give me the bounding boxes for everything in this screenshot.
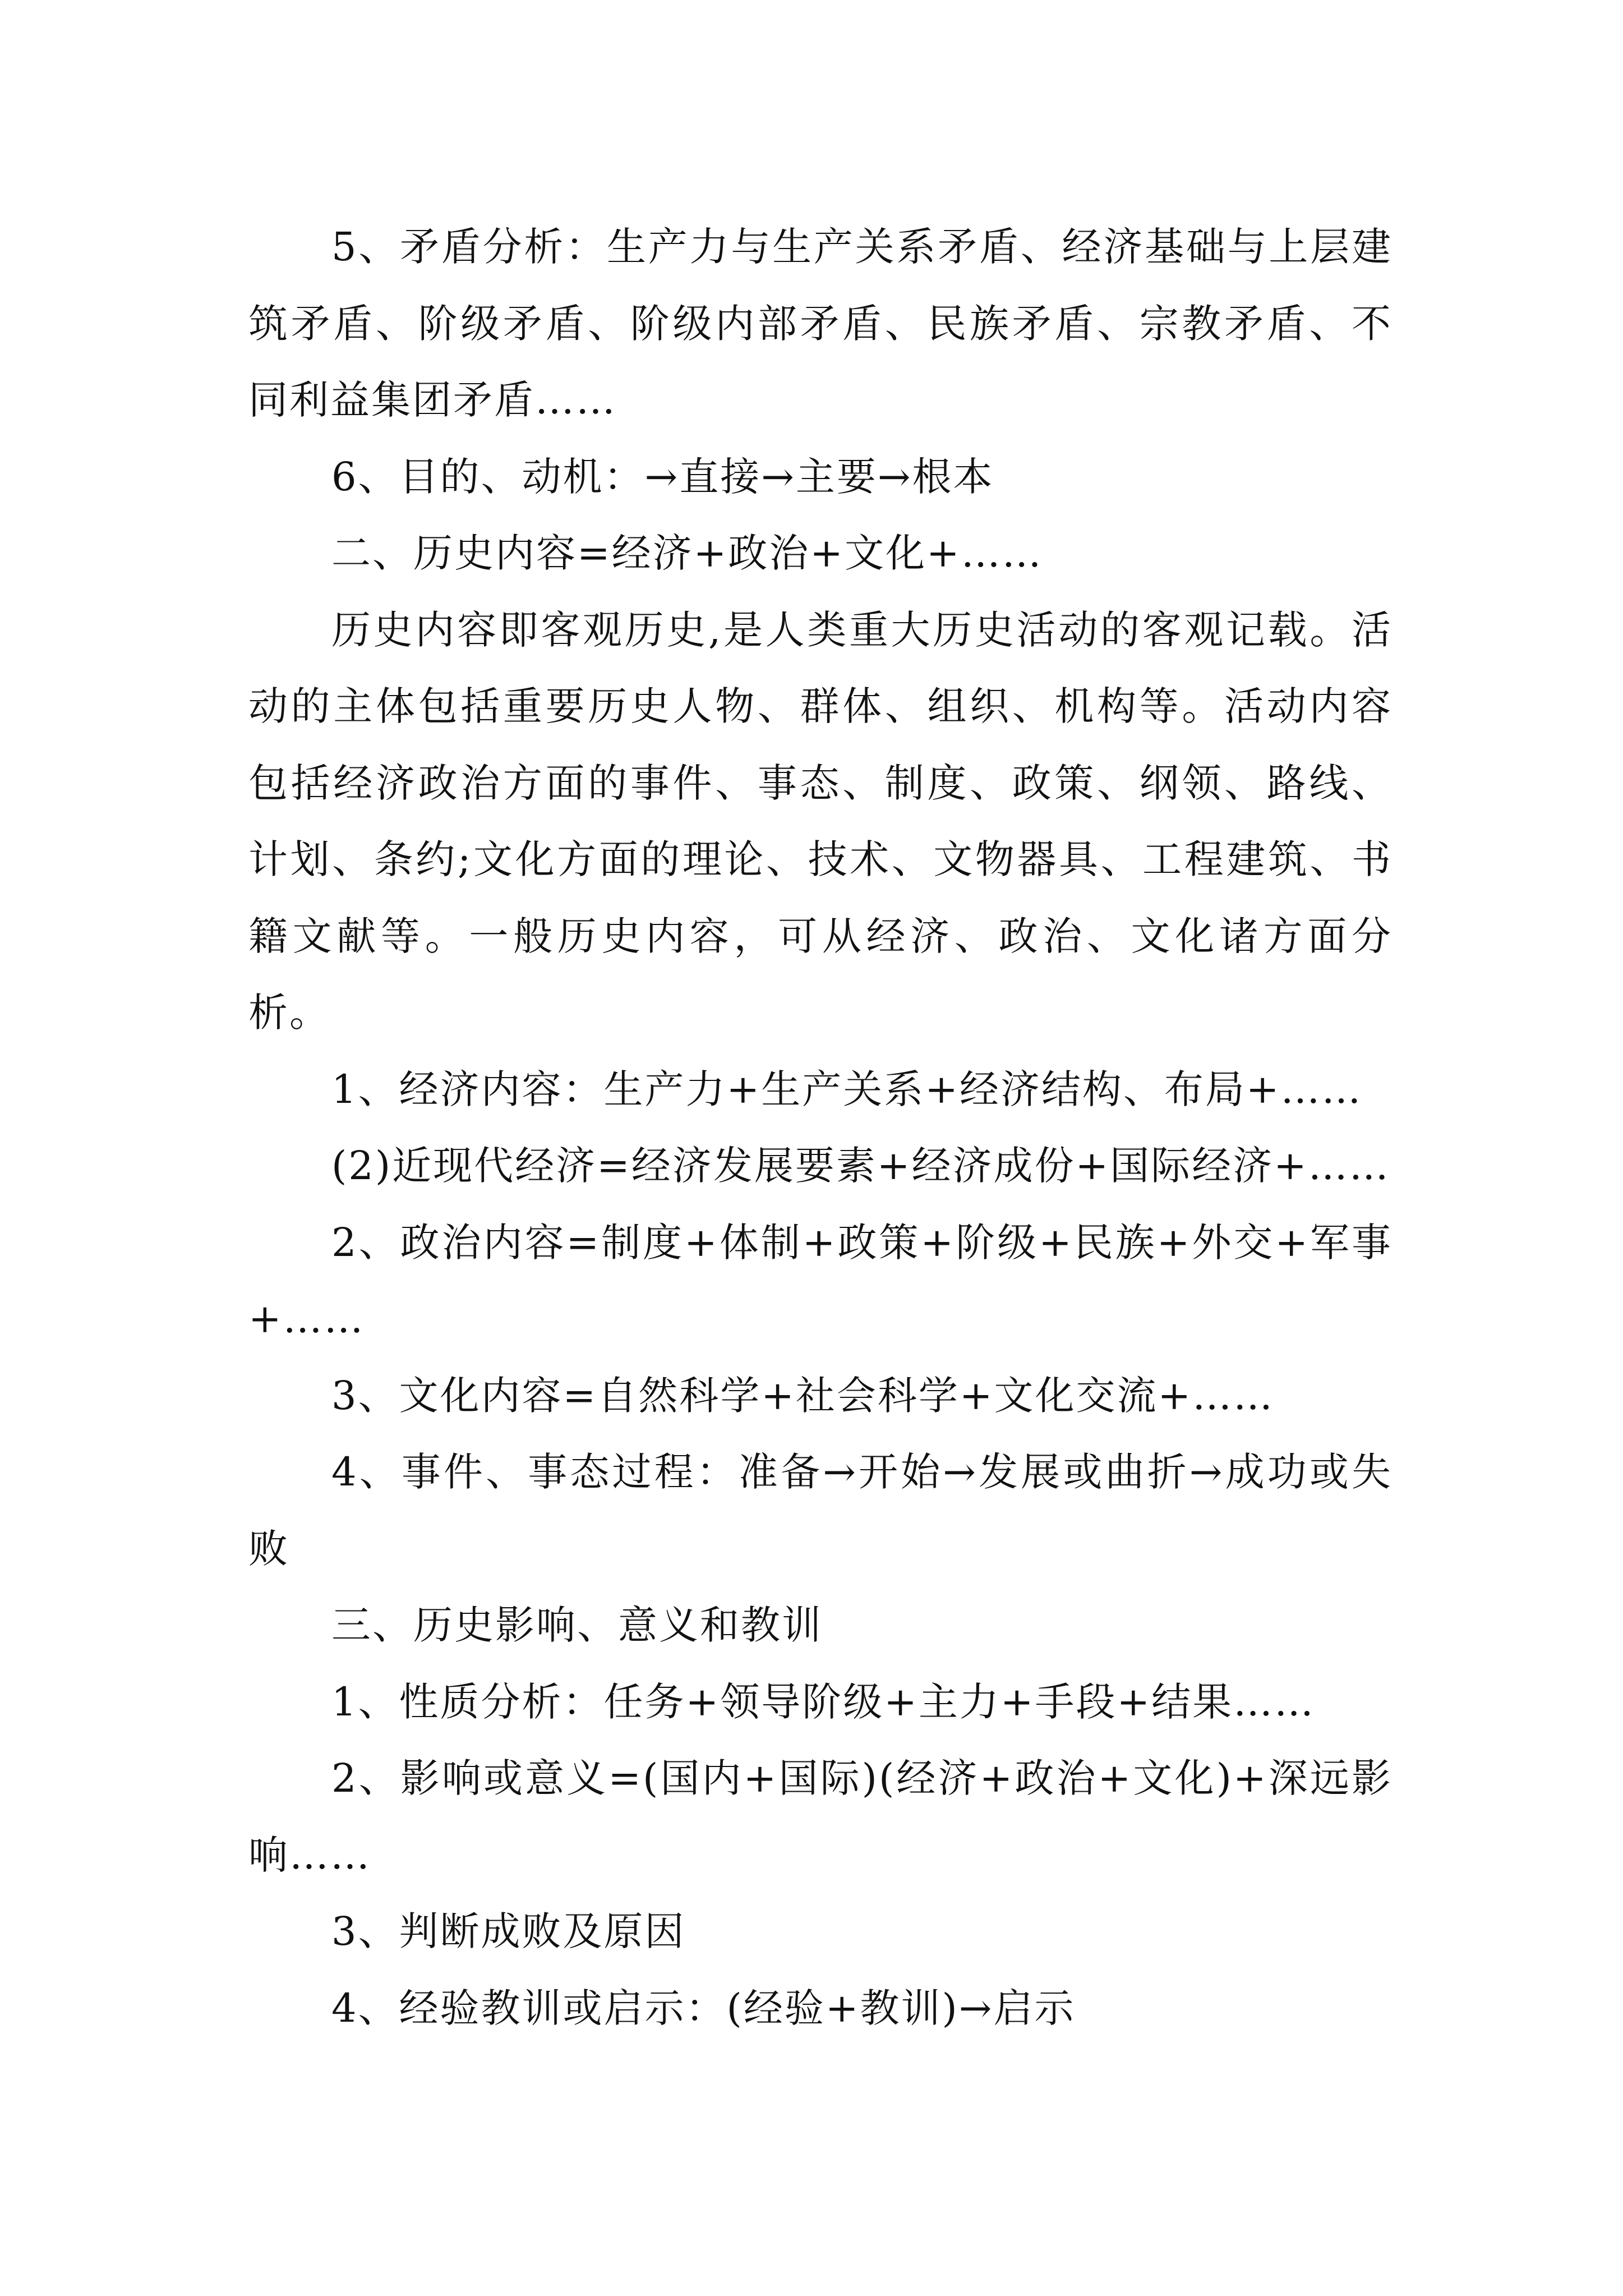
paragraph-cultural-content: 3、文化内容=自然科学+社会科学+文化交流+……	[331, 1372, 1275, 1419]
paragraph-economic-content: 1、经济内容：生产力+生产关系+经济结构、布局+……	[331, 1066, 1363, 1112]
paragraph-lessons: 4、经验教训或启示：(经验+教训)→启示	[331, 1985, 1076, 2031]
paragraph-modern-economy: (2)近现代经济=经济发展要素+经济成份+国际经济+……	[331, 1143, 1390, 1189]
document-body	[248, 209, 1393, 2046]
paragraph-nature-analysis: 1、性质分析：任务+领导阶级+主力+手段+结果……	[331, 1678, 1316, 1725]
paragraph-influence-significance: 2、影响或意义=(国内+国际)(经济+政治+文化)+深远影响……	[248, 1755, 1393, 1878]
paragraph-contradiction-analysis: 5、矛盾分析：生产力与生产关系矛盾、经济基础与上层建筑矛盾、阶级矛盾、阶级内部矛盾、民族矛盾、宗教矛盾、不同利益集团矛盾……	[248, 224, 1393, 423]
paragraph-political-content: 2、政治内容=制度+体制+政策+阶级+民族+外交+军事+……	[248, 1219, 1393, 1342]
paragraph-historical-content-definition: 历史内容即客观历史,是人类重大历史活动的客观记载。活动的主体包括重要历史人物、群体、组织、机构等。活动内容包括经济政治方面的事件、事态、制度、政策、纲领、路线、计划、条约;文化方面的理论、技术、文物器具、工程建筑、书籍文献等。一般历史内容，可从经济、政治、文化诸方面分析。	[248, 606, 1393, 1036]
section-heading-historical-content: 二、历史内容=经济+政治+文化+……	[331, 530, 1043, 576]
paragraph-success-failure: 3、判断成败及原因	[331, 1908, 686, 1954]
paragraph-purpose-motive: 6、目的、动机：→直接→主要→根本	[331, 453, 994, 500]
paragraph-event-process: 4、事件、事态过程：准备→开始→发展或曲折→成功或失败	[248, 1449, 1393, 1572]
section-heading-historical-influence: 三、历史影响、意义和教训	[331, 1602, 823, 1648]
